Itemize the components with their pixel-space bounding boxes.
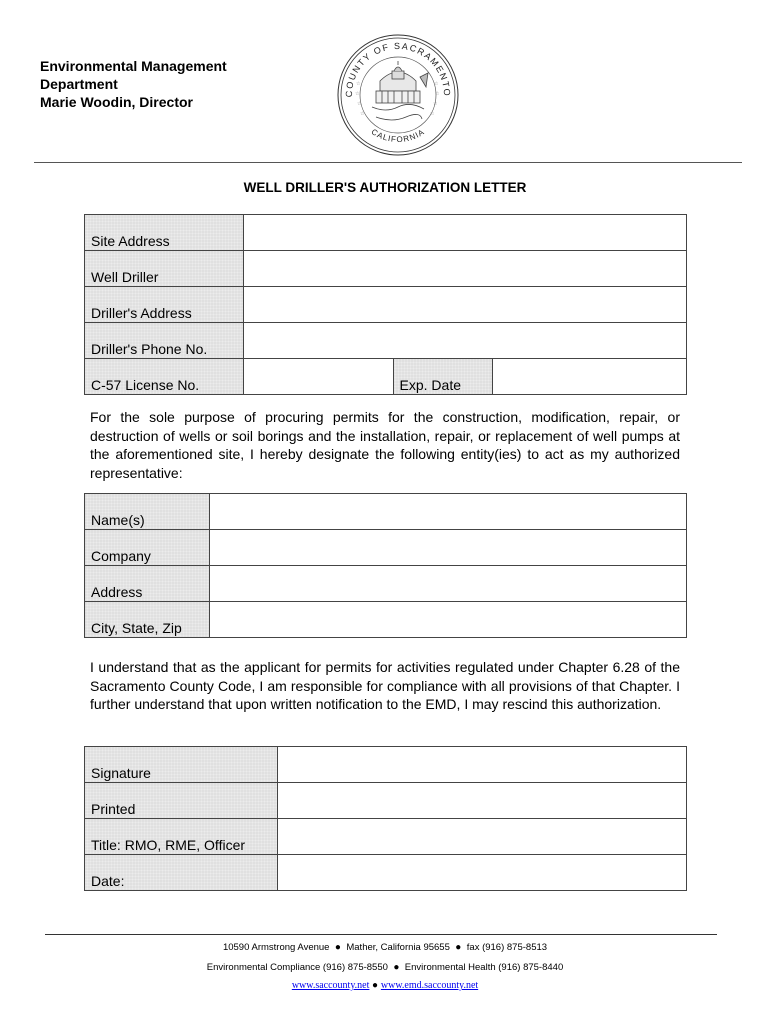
footer-street: 10590 Armstrong Avenue: [222, 942, 330, 953]
department-name-line2: Department: [40, 76, 118, 92]
company-label: Company: [85, 530, 210, 566]
table-row: [85, 215, 687, 251]
bullet-icon: ●: [390, 962, 403, 973]
address-field[interactable]: [209, 566, 686, 602]
svg-text:☆: ☆: [435, 91, 440, 97]
license-label: C-57 License No.: [85, 359, 244, 395]
table-row: [85, 359, 687, 395]
footer-phone-line: [0, 962, 770, 973]
compliance-paragraph: I understand that as the applicant for permits for activities regulated under Chapter 6.28 of the Sacramento County Code, I am responsible for compliance with all provisions of that Chapter. I further understand that upon written notification to the EMD, I may rescind this authorization.: [90, 659, 680, 712]
table-row: [85, 323, 687, 359]
seal-top-text: COUNTY OF SACRAMENTO: [343, 40, 453, 98]
svg-text:☆: ☆: [356, 81, 361, 87]
header-divider: [34, 162, 742, 163]
signature-table: [84, 746, 687, 891]
names-label: Name(s): [85, 494, 210, 530]
table-row: [85, 602, 687, 638]
table-row: [85, 287, 687, 323]
signature-field[interactable]: [277, 747, 686, 783]
bullet-icon: ●: [332, 942, 344, 953]
svg-text:CALIFORNIA: [370, 127, 427, 144]
site-address-label: Site Address: [85, 215, 244, 251]
svg-text:☆: ☆: [430, 111, 435, 117]
table-row: [85, 251, 687, 287]
footer-compliance-phone: Environmental Compliance (916) 875-8550: [206, 962, 388, 973]
title-field[interactable]: [277, 819, 686, 855]
well-driller-label: Well Driller: [85, 251, 244, 287]
table-row: [85, 747, 687, 783]
svg-text:☆: ☆: [434, 81, 439, 87]
site-address-field[interactable]: [243, 215, 686, 251]
saccounty-link[interactable]: www.saccounty.net: [291, 980, 370, 991]
footer-address-line: [0, 942, 770, 953]
city-state-zip-field[interactable]: [209, 602, 686, 638]
svg-text:☆: ☆: [433, 101, 438, 107]
drillers-address-field[interactable]: [243, 287, 686, 323]
representative-table: [84, 493, 687, 638]
exp-date-label: Exp. Date: [393, 359, 493, 395]
site-info-table: [84, 214, 687, 395]
svg-text:☆: ☆: [357, 101, 362, 107]
footer-links-line: [0, 980, 770, 991]
drillers-phone-field[interactable]: [243, 323, 686, 359]
department-name-line1: Environmental Management: [40, 58, 227, 74]
table-row: [85, 566, 687, 602]
county-of-sacramento-seal-icon: [336, 33, 460, 157]
date-label: Date:: [85, 855, 278, 891]
exp-date-field[interactable]: [493, 359, 687, 395]
footer-city: Mather, California 95655: [346, 942, 450, 953]
license-field[interactable]: [243, 359, 393, 395]
signature-label: Signature: [85, 747, 278, 783]
well-driller-field[interactable]: [243, 251, 686, 287]
table-row: [85, 855, 687, 891]
bullet-icon: ●: [372, 980, 381, 991]
table-row: [85, 494, 687, 530]
emd-saccounty-link[interactable]: www.emd.saccounty.net: [380, 980, 479, 991]
date-field[interactable]: [277, 855, 686, 891]
title-label: Title: RMO, RME, Officer: [85, 819, 278, 855]
drillers-phone-label: Driller's Phone No.: [85, 323, 244, 359]
printed-field[interactable]: [277, 783, 686, 819]
table-row: [85, 530, 687, 566]
printed-label: Printed: [85, 783, 278, 819]
svg-text:☆: ☆: [355, 91, 360, 97]
svg-text:☆: ☆: [360, 111, 365, 117]
footer-divider: [45, 934, 717, 935]
drillers-address-label: Driller's Address: [85, 287, 244, 323]
address-label: Address: [85, 566, 210, 602]
company-field[interactable]: [209, 530, 686, 566]
names-field[interactable]: [209, 494, 686, 530]
seal-bottom-text: CALIFORNIA: [369, 127, 427, 145]
table-row: [85, 819, 687, 855]
designation-paragraph: For the sole purpose of procuring permits for the construction, modification, repair, or destruction of wells or soil borings and the installation, repair, or replacement of well pumps at the aforementioned site, I hereby designate the following entity(ies) to act as my authorized representative:: [90, 409, 680, 481]
city-state-zip-label: City, State, Zip: [85, 602, 210, 638]
department-header: [40, 57, 227, 111]
footer-health-phone: Environmental Health (916) 875-8440: [404, 962, 564, 973]
footer-fax: fax (916) 875-8513: [466, 942, 548, 953]
document-title: WELL DRILLER'S AUTHORIZATION LETTER: [243, 180, 527, 195]
bullet-icon: ●: [452, 942, 465, 953]
director-name: Marie Woodin, Director: [40, 94, 193, 110]
table-row: [85, 783, 687, 819]
